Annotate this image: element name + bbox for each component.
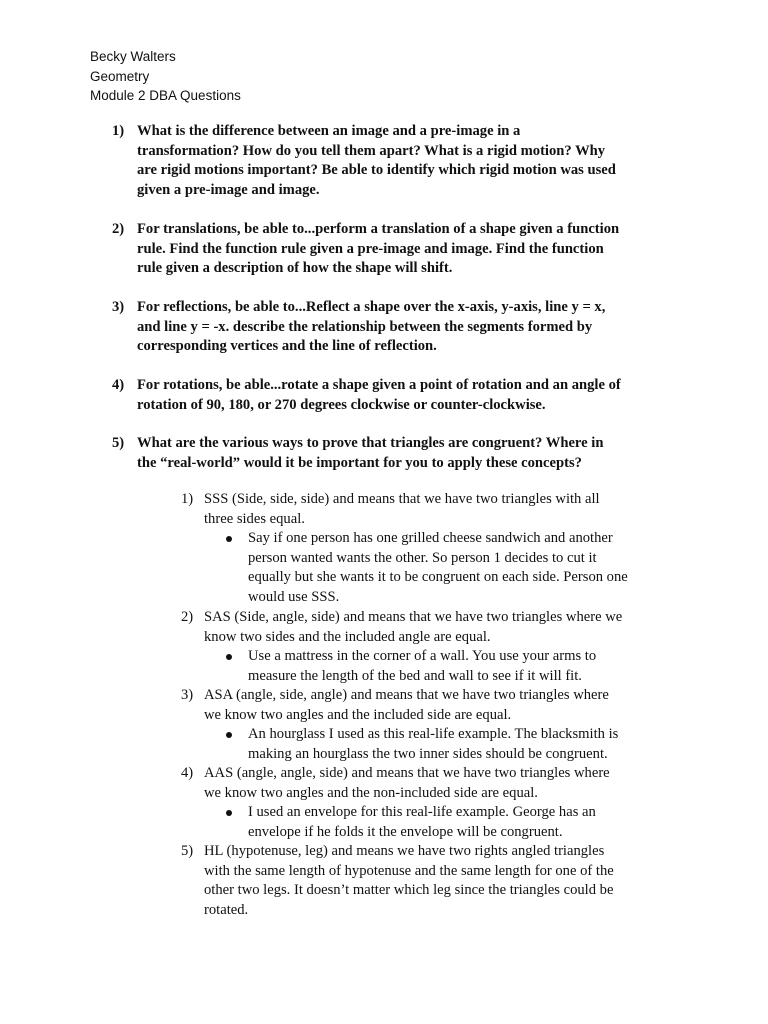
text-line: rotated.	[204, 901, 249, 918]
answer-text	[204, 764, 684, 803]
text-line: SAS (Side, angle, side) and means that we have two triangles where we	[204, 609, 623, 625]
text-line: making an hourglass the two inner sides should be congruent.	[248, 745, 608, 762]
bullet-icon	[226, 732, 232, 738]
answer-number: 4)	[181, 765, 194, 781]
example-text	[248, 803, 678, 842]
question-number: 4)	[112, 377, 125, 393]
text-line: I used an envelope for this real-life example. George has an	[248, 804, 596, 820]
text-line: An hourglass I used as this real-life example. The blacksmith is	[248, 726, 619, 742]
text-line: we know two angles and the included side are equal.	[204, 706, 512, 723]
answer-number: 2)	[181, 609, 194, 625]
answer-text	[204, 608, 684, 647]
question-number: 3)	[112, 299, 125, 315]
text-line: What is the difference between an image and a pre-image in a	[137, 123, 521, 139]
answer-number: 3)	[181, 687, 194, 703]
text-line: transformation? How do you tell them apart? What is a rigid motion? Why	[137, 142, 606, 159]
text-line: the “real-world” would it be important for you to apply these concepts?	[137, 454, 582, 471]
answer-text	[204, 490, 684, 529]
answer-text	[204, 686, 684, 725]
example-text	[248, 529, 678, 607]
answer-number: 1)	[181, 491, 194, 507]
text-line: rotation of 90, 180, or 270 degrees clockwise or counter-clockwise.	[137, 396, 546, 413]
text-line: HL (hypotenuse, leg) and means we have two rights angled triangles	[204, 843, 605, 859]
text-line: AAS (angle, angle, side) and means that we have two triangles where	[204, 765, 610, 781]
bullet-icon	[226, 654, 232, 660]
document-header	[90, 47, 241, 106]
text-line: rule given a description of how the shape will shift.	[137, 260, 453, 277]
question-text	[137, 298, 672, 357]
text-line: would use SSS.	[248, 588, 340, 605]
question-text	[137, 434, 672, 473]
bullet-icon	[226, 810, 232, 816]
text-line: What are the various ways to prove that triangles are congruent? Where in	[137, 435, 604, 451]
text-line: For rotations, be able...rotate a shape given a point of rotation and an angle of	[137, 377, 621, 393]
text-line: Use a mattress in the corner of a wall. You use your arms to	[248, 648, 597, 664]
question-number: 2)	[112, 221, 125, 237]
question-text	[137, 376, 672, 415]
text-line: with the same length of hypotenuse and the same length for one of the	[204, 862, 614, 879]
text-line: ASA (angle, side, angle) and means that we have two triangles where	[204, 687, 609, 703]
text-line: are rigid motions important? Be able to identify which rigid motion was used	[137, 162, 616, 179]
text-line: given a pre-image and image.	[137, 181, 320, 198]
text-line: three sides equal.	[204, 510, 305, 527]
answer-text	[204, 842, 684, 920]
text-line: rule. Find the function rule given a pre-image and image. Find the function	[137, 240, 604, 257]
text-line: envelope if he folds it the envelope will be congruent.	[248, 823, 563, 840]
text-line: we know two angles and the non-included side are equal.	[204, 784, 538, 801]
author-name: Becky Walters	[90, 49, 176, 64]
question-number: 5)	[112, 435, 125, 451]
example-text	[248, 647, 678, 686]
text-line: SSS (Side, side, side) and means that we have two triangles with all	[204, 491, 600, 507]
text-line: corresponding vertices and the line of reflection.	[137, 338, 437, 355]
text-line: Say if one person has one grilled cheese sandwich and another	[248, 530, 613, 546]
text-line: and line y = -x. describe the relationship between the segments formed by	[137, 318, 593, 335]
text-line: other two legs. It doesn’t matter which leg since the triangles could be	[204, 882, 614, 899]
bullet-icon	[226, 536, 232, 542]
text-line: For reflections, be able to...Reflect a shape over the x-axis, y-axis, line y = x,	[137, 299, 606, 315]
question-number: 1)	[112, 123, 125, 139]
text-line: For translations, be able to...perform a translation of a shape given a function	[137, 221, 620, 237]
text-line: person wanted wants the other. So person 1 decides to cut it	[248, 549, 597, 566]
text-line: know two sides and the included angle are equal.	[204, 628, 491, 645]
text-line: measure the length of the bed and wall to see if it will fit.	[248, 667, 582, 684]
question-text	[137, 220, 672, 279]
document-title: Module 2 DBA Questions	[90, 88, 241, 103]
subject-line: Geometry	[90, 68, 150, 84]
answer-number: 5)	[181, 843, 194, 859]
example-text	[248, 725, 678, 764]
text-line: equally but she wants it to be congruent on each side. Person one	[248, 569, 628, 586]
question-text	[137, 122, 672, 200]
